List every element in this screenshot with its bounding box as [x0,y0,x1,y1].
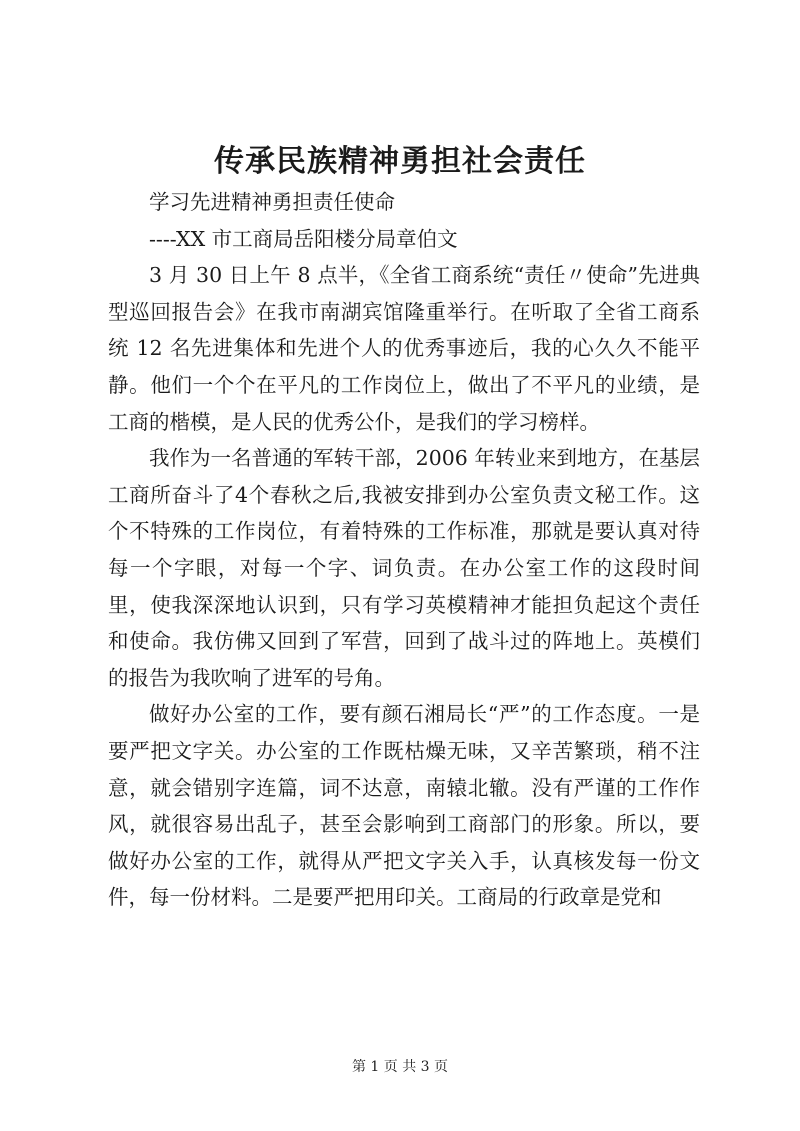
page-footer: 第 1 页 共 3 页 [351,1059,449,1075]
paragraph-2: 我作为一名普通的军转干部，2006 年转业来到地方，在基层工商所奋斗了4个春秋之后,我被安排到办公室负责文秘工作。这个不特殊的工作岗位，有着特殊的工作标准，那就是要认真对待每一个字眼，对每一个字、词负责。在办公室工作的这段时间里，使我深深地认识到，只有学习英模精神才能担负起这个责任和使命。我仿佛又回到了军营，回到了战斗过的阵地上。英模们的报告为我吹响了进军的号角。 [108,446,700,690]
document-byline: ----XX 市工商局岳阳楼分局章伯文 [149,226,458,251]
document-title: 传承民族精神勇担社会责任 [214,144,586,179]
paragraph-3: 做好办公室的工作，要有颜石湘局长“严”的工作态度。一是要严把文字关。办公室的工作既枯燥无味，又辛苦繁琐，稍不注意，就会错别字连篇，词不达意，南辕北辙。没有严谨的工作作风，就很容易出乱子，甚至会影响到工商部门的形象。所以，要做好办公室的工作，就得从严把文字关入手，认真核发每一份文件，每一份材料。二是要严把用印关。工商局的行政章是党和 [108,702,700,910]
document-body [108,184,700,916]
document-subtitle: 学习先进精神勇担责任使命 [149,190,395,214]
paragraph-1: 3 月 30 日上午 8 点半，《全省工商系统“责任〃使命”先进典型巡回报告会》在我市南湖宾馆隆重举行。在听取了全省工商系统 12 名先进集体和先进个人的优秀事迹后，我的心久久不能平静。他们一个个在平凡的工作岗位上，做出了不平凡的业绩，是工商的楷模，是人民的优秀公仆，是我们的学习榜样。 [108,263,700,434]
